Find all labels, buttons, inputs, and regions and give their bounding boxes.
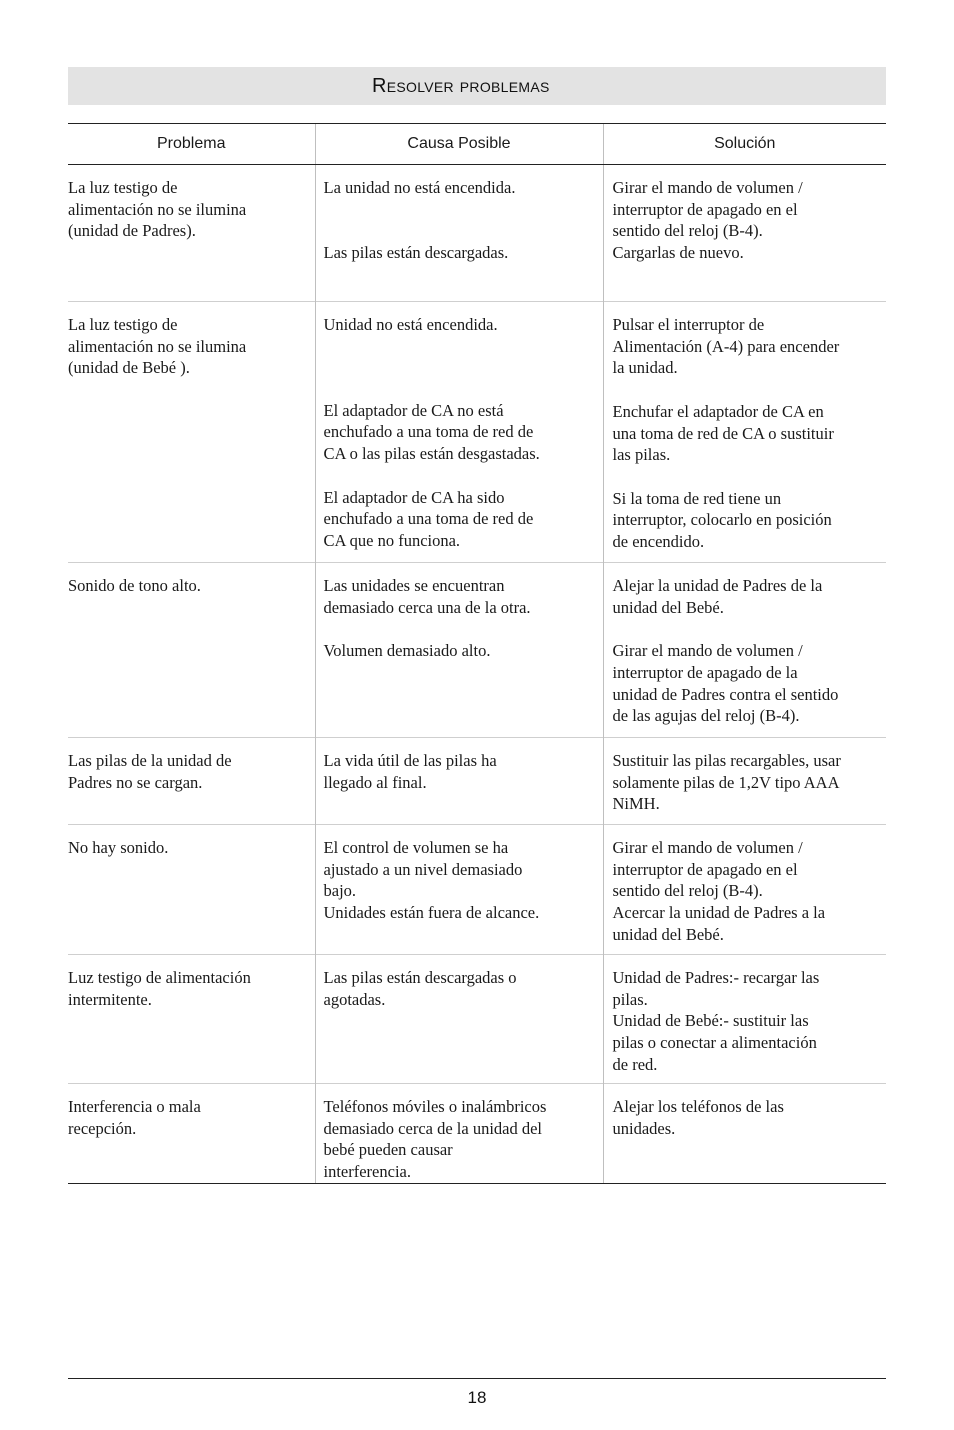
solution-cell bbox=[603, 302, 886, 563]
cause-text: Las pilas están descargadas o agotadas. bbox=[323, 968, 517, 1009]
solution-text: Alejar la unidad de Padres de la unidad del Bebé. bbox=[612, 576, 823, 617]
problem-text: Las pilas de la unidad de Padres no se cargan. bbox=[68, 751, 232, 792]
solution-cell bbox=[603, 563, 886, 738]
table-row bbox=[68, 955, 886, 1084]
solution-text: Unidad de Padres:- recargar las pilas. Unidad de Bebé:- sustituir las pilas o conectar a alimentación de red. bbox=[612, 968, 820, 1074]
section-title: Resolver problemas bbox=[372, 75, 550, 97]
solution-text: Enchufar el adaptador de CA en una toma de red de CA o sustituir las pilas. bbox=[612, 401, 834, 465]
cause-cell bbox=[315, 738, 603, 825]
solution-text: Girar el mando de volumen / interruptor de apagado en el sentido del reloj (B-4). Cargarlas de nuevo. bbox=[612, 178, 803, 263]
solution-text: Alejar los teléfonos de las unidades. bbox=[612, 1097, 784, 1138]
table-row bbox=[68, 165, 886, 302]
problem-cell bbox=[68, 563, 315, 738]
header-solution: Solución bbox=[603, 124, 886, 165]
cause-text: El control de volumen se ha ajustado a un nivel demasiado bajo. Unidades están fuera de alcance. bbox=[323, 838, 540, 923]
cause-text: El adaptador de CA no está enchufado a una toma de red de CA o las pilas están desgastadas. bbox=[323, 400, 540, 464]
solution-text: Girar el mando de volumen / interruptor de apagado de la unidad de Padres contra el sentido de las agujas del reloj (B-4). bbox=[612, 641, 839, 726]
cause-cell bbox=[315, 563, 603, 738]
problem-text: Interferencia o mala recepción. bbox=[68, 1097, 201, 1138]
table-row bbox=[68, 302, 886, 563]
problem-text: La luz testigo de alimentación no se ilumina (unidad de Bebé ). bbox=[68, 315, 247, 378]
cause-cell bbox=[315, 825, 603, 955]
problem-text: La luz testigo de alimentación no se ilumina (unidad de Padres). bbox=[68, 178, 247, 241]
cause-cell bbox=[315, 302, 603, 563]
cause-cell bbox=[315, 955, 603, 1084]
table-row bbox=[68, 563, 886, 738]
cause-text: La vida útil de las pilas ha llegado al final. bbox=[323, 751, 497, 792]
problem-text: Luz testigo de alimentación intermitente. bbox=[68, 968, 251, 1009]
solution-cell bbox=[603, 825, 886, 955]
cause-cell bbox=[315, 1084, 603, 1184]
problem-cell bbox=[68, 825, 315, 955]
problem-cell bbox=[68, 1084, 315, 1184]
solution-text: Pulsar el interruptor de Alimentación (A-4) para encender la unidad. bbox=[612, 315, 840, 378]
table-row bbox=[68, 1084, 886, 1184]
header-problem: Problema bbox=[68, 124, 315, 165]
problem-text: No hay sonido. bbox=[68, 838, 169, 857]
table-row bbox=[68, 825, 886, 955]
solution-cell bbox=[603, 1084, 886, 1184]
cause-text: El adaptador de CA ha sido enchufado a una toma de red de CA que no funciona. bbox=[323, 487, 534, 550]
solution-text: Girar el mando de volumen / interruptor de apagado en el sentido del reloj (B-4). Acercar la unidad de Padres a la unidad del Bebé. bbox=[612, 838, 826, 944]
solution-text: Sustituir las pilas recargables, usar solamente pilas de 1,2V tipo AAA NiMH. bbox=[612, 751, 841, 814]
problem-text: Sonido de tono alto. bbox=[68, 576, 201, 595]
problem-cell bbox=[68, 738, 315, 825]
header-cause: Causa Posible bbox=[315, 124, 603, 165]
cause-text: Las unidades se encuentran demasiado cerca una de la otra. bbox=[323, 576, 531, 617]
cause-cell bbox=[315, 165, 603, 302]
solution-cell bbox=[603, 165, 886, 302]
problem-cell bbox=[68, 302, 315, 563]
cause-text: Teléfonos móviles o inalámbricos demasiado cerca de la unidad del bebé pueden causar interferencia. bbox=[323, 1097, 547, 1182]
solution-text: Si la toma de red tiene un interruptor, colocarlo en posición de encendido. bbox=[612, 488, 832, 551]
cause-text: Unidad no está encendida. bbox=[323, 315, 498, 334]
troubleshooting-table bbox=[68, 123, 886, 1184]
problem-cell bbox=[68, 955, 315, 1084]
solution-cell bbox=[603, 955, 886, 1084]
footer-rule bbox=[68, 1378, 886, 1379]
cause-text: Las pilas están descargadas. bbox=[323, 242, 509, 262]
solution-cell bbox=[603, 738, 886, 825]
cause-text: Volumen demasiado alto. bbox=[323, 641, 491, 661]
section-title-bar bbox=[68, 67, 886, 105]
cause-text: La unidad no está encendida. bbox=[323, 178, 516, 197]
table-header-row bbox=[68, 124, 886, 165]
page-number: 18 bbox=[467, 1388, 487, 1407]
table-row bbox=[68, 738, 886, 825]
problem-cell bbox=[68, 165, 315, 302]
